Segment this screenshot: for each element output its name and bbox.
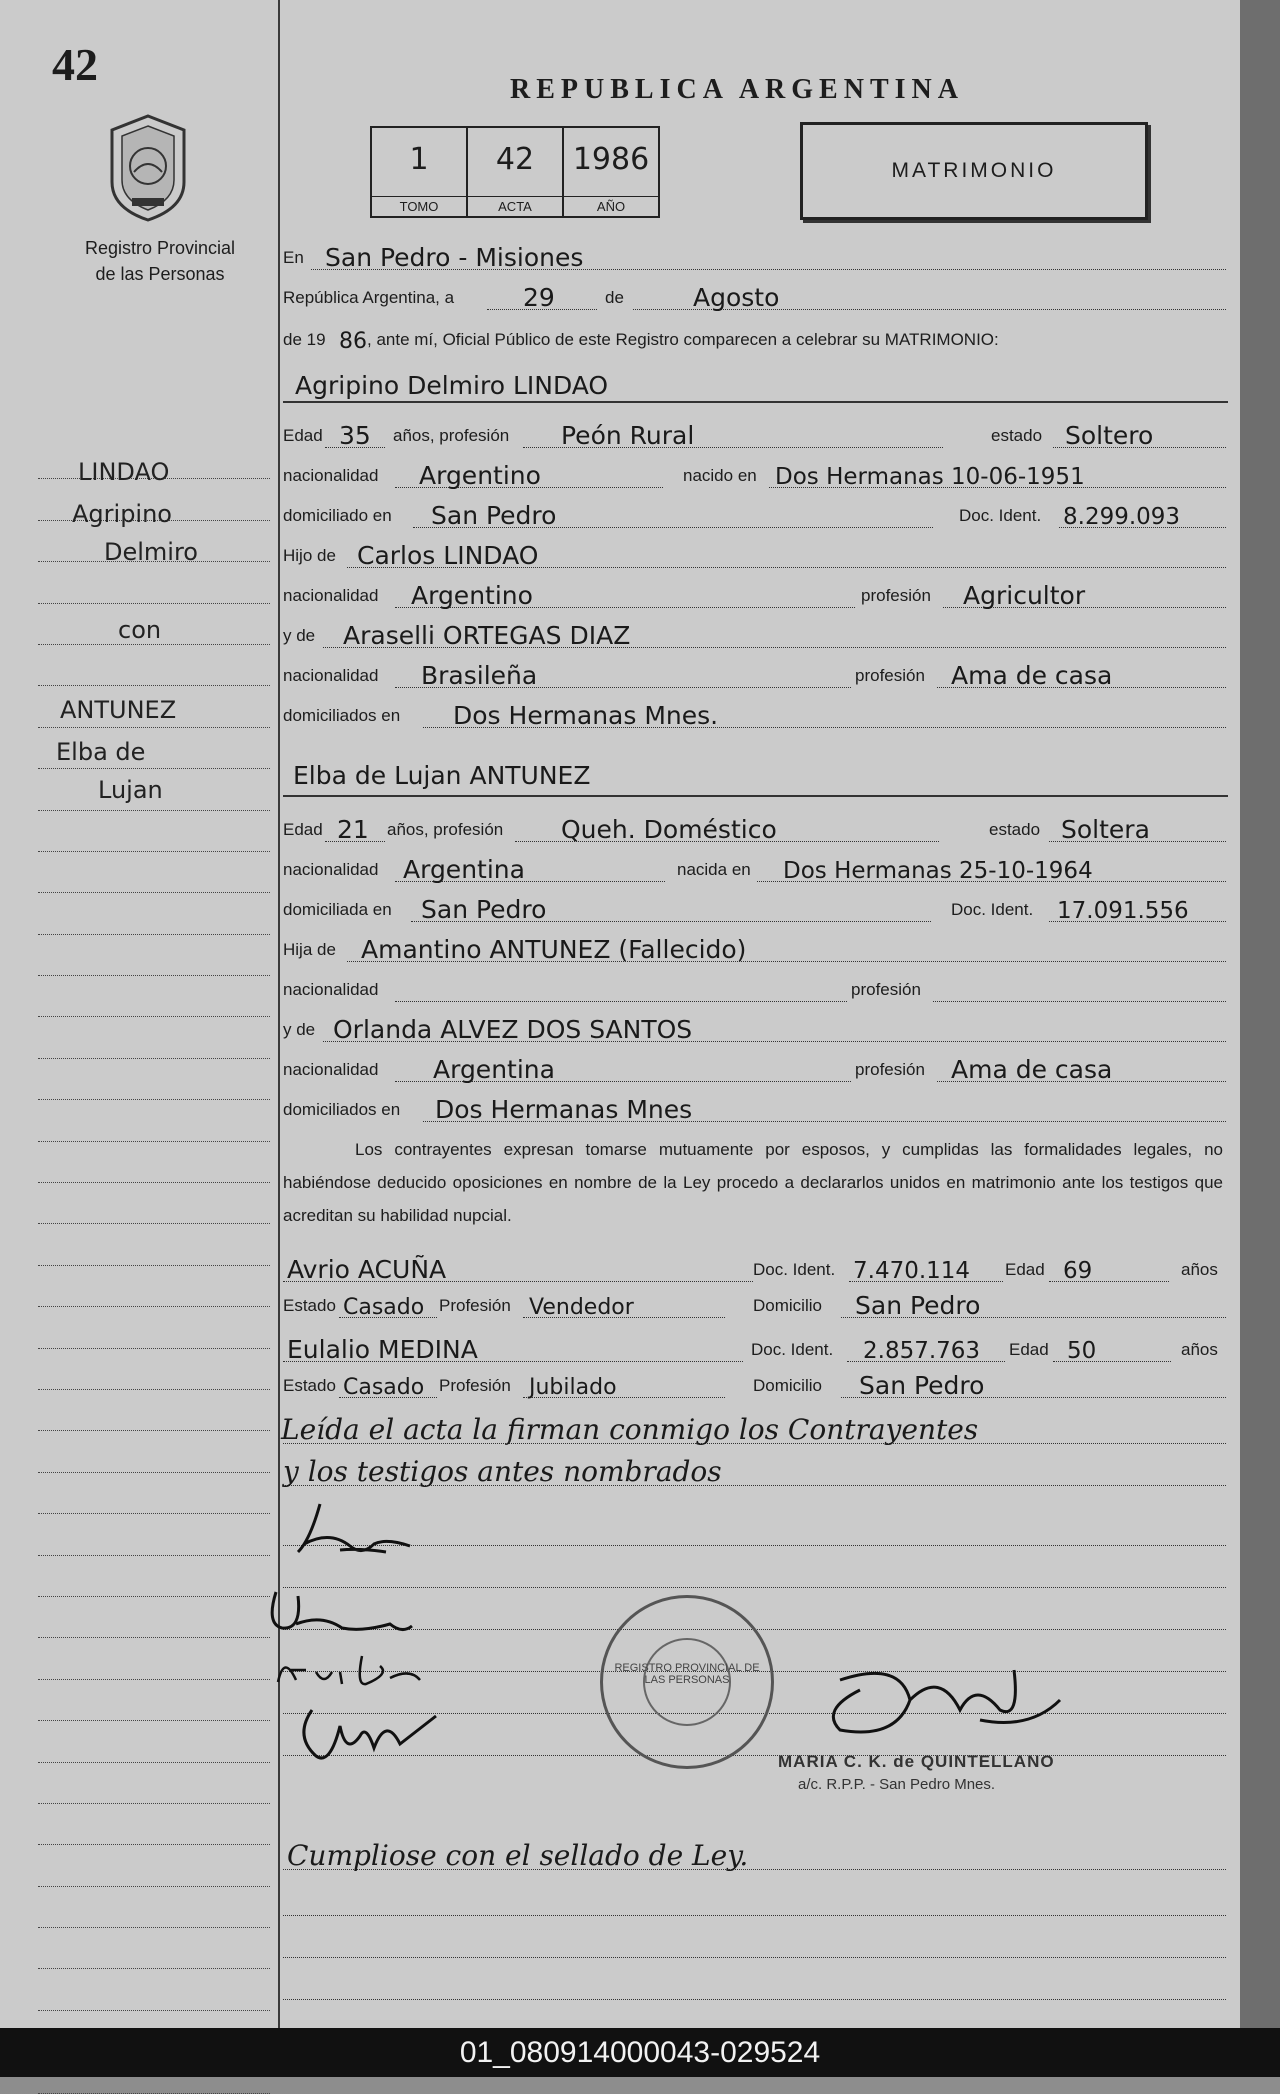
witness2-age: 50: [1067, 1338, 1097, 1364]
bride-father-nat-row: nacionalidad profesión: [283, 972, 1228, 1006]
bride-father-row: Hija de Amantino ANTUNEZ (Fallecido): [283, 932, 1228, 966]
page-edge: [1240, 0, 1280, 2028]
groom-mother-profession: Ama de casa: [951, 661, 1113, 690]
tomo-label: TOMO: [372, 196, 466, 216]
year-prefix: de 19: [283, 330, 326, 349]
month-value: Agosto: [693, 283, 780, 312]
groom-father-nationality: Argentino: [411, 581, 533, 610]
bride-mother-nationality: Argentina: [433, 1055, 555, 1084]
sellado-note: Cumpliose con el sellado de Ley.: [287, 1839, 749, 1872]
bride-mother-nat-row: nacionalidad Argentina profesión Ama de casa: [283, 1052, 1228, 1086]
groom-mother-row: y de Araselli ORTEGAS DIAZ: [283, 618, 1228, 652]
witness1-details-row: Estado Casado Profesión Vendedor Domicilio San Pedro: [283, 1288, 1228, 1322]
registry-name: [60, 235, 260, 287]
witness1-signature: [270, 1646, 450, 1696]
margin-note: Agripino: [72, 500, 172, 528]
registry-line-1: Registro Provincial: [84, 238, 236, 258]
bride-parents-domicile-row: domiciliados en Dos Hermanas Mnes: [283, 1092, 1228, 1126]
witness1-age: 69: [1063, 1258, 1093, 1284]
bride-signature: [262, 1584, 432, 1644]
ano-label: AÑO: [564, 196, 658, 216]
groom-nationality-row: nacionalidad Argentino nacido en Dos Hermanas 10-06-1951: [283, 458, 1228, 492]
witness2-doc: 2.857.763: [863, 1338, 981, 1364]
groom-age: 35: [339, 421, 371, 450]
groom-name: Agripino Delmiro LINDAO: [295, 371, 609, 400]
tomo-value: 1: [409, 142, 429, 177]
acta-value: 42: [495, 142, 535, 177]
closing-row-2: [283, 1450, 1228, 1490]
witness1-row: Avrio ACUÑA Doc. Ident. 7.470.114 Edad 69 años: [283, 1248, 1228, 1286]
registry-line-2: de las Personas: [95, 264, 225, 284]
bride-nationality: Argentina: [403, 855, 525, 884]
place-value: San Pedro - Misiones: [325, 243, 584, 272]
bride-age: 21: [337, 815, 369, 844]
groom-profession: Peón Rural: [561, 421, 695, 450]
de-label: de: [605, 288, 624, 307]
closing-line-1: Leída el acta la firman conmigo los Contrayentes: [281, 1413, 979, 1446]
bride-age-row: Edad 21 años, profesión Queh. Doméstico estado Soltera: [283, 812, 1228, 846]
witness2-estado: Casado: [343, 1375, 425, 1400]
footer-code: 01_080914000043-029524: [0, 2028, 1280, 2077]
ano-value: 1986: [572, 142, 650, 177]
groom-birth: Dos Hermanas 10-06-1951: [775, 464, 1085, 490]
ano-cell: [564, 128, 658, 216]
groom-father-row: Hijo de Carlos LINDAO: [283, 538, 1228, 572]
groom-domicile: San Pedro: [431, 501, 557, 530]
groom-father: Carlos LINDAO: [357, 541, 539, 570]
groom-mother-nat-row: nacionalidad Brasileña profesión Ama de casa: [283, 658, 1228, 692]
sellado-row: [283, 1832, 1228, 1874]
page-number: 42: [52, 39, 98, 90]
bride-birth: Dos Hermanas 25-10-1964: [783, 858, 1093, 884]
witness1-profession: Vendedor: [529, 1295, 634, 1320]
en-label: En: [283, 248, 304, 267]
republica-label: República Argentina, a: [283, 288, 455, 307]
bride-name-row: [283, 752, 1228, 792]
bride-doc: 17.091.556: [1057, 898, 1189, 924]
margin-note: LINDAO: [78, 458, 170, 486]
record-number-box: [370, 126, 660, 218]
bride-domicile-row: domiciliada en San Pedro Doc. Ident. 17.091.556: [283, 892, 1228, 926]
officer-title: a/c. R.P.P. - San Pedro Mnes.: [798, 1776, 996, 1793]
witness1-domicile: San Pedro: [855, 1291, 981, 1320]
witness2-row: Eulalio MEDINA Doc. Ident. 2.857.763 Edad 50 años: [283, 1328, 1228, 1366]
margin-note: Lujan: [98, 776, 163, 804]
closing-row-1: [283, 1408, 1228, 1448]
witness2-profession: Jubilado: [529, 1375, 617, 1400]
margin-note: ANTUNEZ: [60, 696, 177, 724]
date-row: [283, 280, 1228, 314]
closing-line-2: y los testigos antes nombrados: [283, 1455, 722, 1488]
witness2-signature: [290, 1696, 460, 1776]
bride-estado: Soltera: [1061, 815, 1150, 844]
document-type-box: MATRIMONIO: [800, 122, 1148, 220]
groom-domicile-row: domiciliado en San Pedro Doc. Ident. 8.299.093: [283, 498, 1228, 532]
bride-mother-row: y de Orlanda ALVEZ DOS SANTOS: [283, 1012, 1228, 1046]
bride-father: Amantino ANTUNEZ (Fallecido): [361, 935, 747, 964]
groom-father-nat-row: nacionalidad Argentino profesión Agricultor: [283, 578, 1228, 612]
groom-nationality: Argentino: [419, 461, 541, 490]
officer-name: MARIA C. K. de QUINTELLANO: [778, 1752, 1055, 1771]
margin-divider: [278, 0, 280, 2028]
year-value: 86: [339, 329, 367, 354]
bride-name: Elba de Lujan ANTUNEZ: [293, 761, 591, 790]
bride-mother: Orlanda ALVEZ DOS SANTOS: [333, 1015, 693, 1044]
legal-declaration: Los contrayentes expresan tomarse mutuamente por esposos, y cumplidas las formalidades legales, no habiéndose deducido oposiciones en nombre de la Ley procedo a declararlos unidos en matrimonio ante los testigos que acreditan su habilidad nupcial.: [283, 1140, 1223, 1225]
groom-name-row: [283, 362, 1228, 402]
margin-note: Elba de: [56, 738, 146, 766]
day-value: 29: [523, 283, 555, 312]
bride-parents-domicile: Dos Hermanas Mnes: [435, 1095, 693, 1124]
groom-age-row: Edad 35 años, profesión Peón Rural estado Soltero: [283, 418, 1228, 452]
acta-cell: [468, 128, 564, 216]
bride-domicile: San Pedro: [421, 895, 547, 924]
acta-label: ACTA: [468, 196, 562, 216]
groom-mother: Araselli ORTEGAS DIAZ: [343, 621, 631, 650]
witness2-domicile: San Pedro: [859, 1371, 985, 1400]
year-row: [283, 322, 1228, 356]
witness1-estado: Casado: [343, 1295, 425, 1320]
intro-text: , ante mí, Oficial Público de este Registro comparecen a celebrar su MATRIMONIO:: [367, 330, 999, 349]
groom-father-profession: Agricultor: [963, 581, 1086, 610]
bride-mother-profession: Ama de casa: [951, 1055, 1113, 1084]
witness1-doc: 7.470.114: [853, 1258, 971, 1284]
registry-stamp: [600, 1595, 774, 1769]
groom-signature: [290, 1500, 440, 1570]
margin-note: Delmiro: [104, 538, 198, 566]
country-title: REPUBLICA ARGENTINA: [510, 74, 964, 105]
witness2-name: Eulalio MEDINA: [287, 1335, 478, 1364]
bride-nationality-row: nacionalidad Argentina nacida en Dos Hermanas 25-10-1964: [283, 852, 1228, 886]
witness1-name: Avrio ACUÑA: [287, 1255, 447, 1284]
groom-parents-domicile: Dos Hermanas Mnes.: [453, 701, 719, 730]
bride-profession: Queh. Doméstico: [561, 815, 777, 844]
groom-mother-nationality: Brasileña: [421, 661, 538, 690]
groom-doc: 8.299.093: [1063, 504, 1181, 530]
tomo-cell: [372, 128, 468, 216]
place-row: [283, 240, 1228, 274]
margin-note: con: [118, 616, 162, 644]
groom-parents-domicile-row: domiciliados en Dos Hermanas Mnes.: [283, 698, 1228, 732]
officer-signature: [800, 1650, 1100, 1760]
stamp-text: REGISTRO PROVINCIAL DE LAS PERSONAS: [614, 1662, 760, 1686]
margin-lines: [38, 438, 270, 2094]
groom-estado: Soltero: [1065, 421, 1154, 450]
witness2-details-row: Estado Casado Profesión Jubilado Domicilio San Pedro: [283, 1368, 1228, 1402]
provincial-seal-icon: [104, 112, 192, 224]
